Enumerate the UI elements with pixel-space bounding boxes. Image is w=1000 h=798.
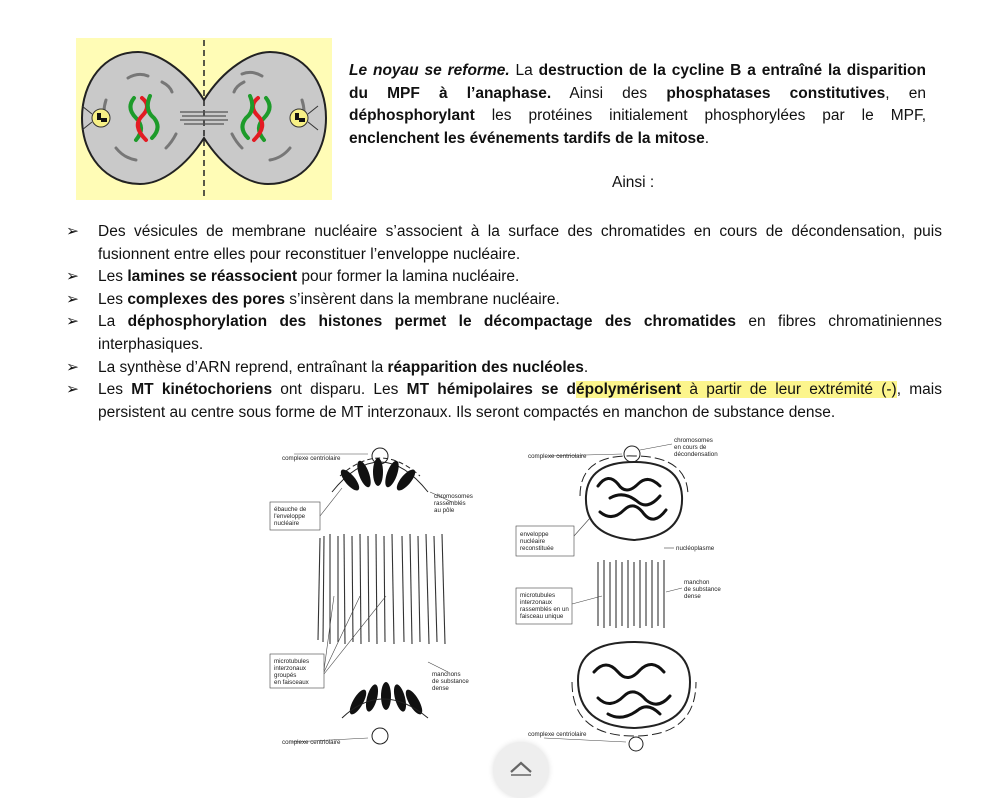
label-complexe-centriolaire-bottom: complexe centriolaire (282, 739, 341, 746)
item-text: , mais persistent au centre sous forme de MT interzonaux. Ils seront compactés en manchon de substance dense. (98, 381, 942, 421)
list-item (66, 266, 942, 289)
arrowhead-bullet-icon: ➢ (66, 313, 79, 331)
intro-bold: déphosphorylant (349, 107, 475, 124)
intro-bold: destruction de la cycline B a entraîné la disparition du MPF à l’anaphase. (349, 62, 926, 102)
label-microtubules-line-1: microtubules (520, 592, 556, 599)
list-item-text (98, 221, 942, 266)
arrowhead-bullet-icon: ➢ (66, 268, 79, 286)
intro-text: La (509, 62, 539, 79)
list-item-text (98, 311, 942, 356)
label-microtubules-line-3: groupés (274, 672, 297, 679)
label-envelope-line-2: nucléaire (520, 538, 546, 545)
label-chromosomes-line-2: rassemblés (434, 500, 466, 507)
item-text: Les (98, 290, 128, 308)
list-item (66, 311, 942, 356)
scroll-to-top-button[interactable] (493, 742, 549, 798)
right-telophase-diagram (514, 436, 734, 754)
label-microtubules-line-2: interzonaux (520, 599, 552, 606)
label-sleeves-line-3: dense (432, 685, 449, 692)
label-chromosomes-line-1: chromosomes (434, 493, 473, 500)
list-item (66, 379, 942, 424)
label-complexe-centriolaire: complexe centriolaire (528, 453, 587, 460)
left-telophase-diagram (268, 436, 488, 754)
label-microtubules-line-4: faisceau unique (520, 613, 564, 620)
item-text: Les (98, 381, 132, 399)
intro-paragraph (349, 60, 926, 150)
item-bold: réapparition des nucléoles (387, 358, 584, 376)
item-bold-highlight: épolymérisent (576, 381, 682, 399)
item-text: ont disparu. Les (272, 381, 407, 399)
intro-bold: enclenchent les événements tardifs de la mitose (349, 129, 705, 147)
item-text: en fibres chromatiniennes interphasiques. (98, 313, 942, 353)
list-item (66, 289, 942, 312)
item-bold: MT hémipolaires se d (406, 381, 577, 399)
label-sleeve-line-2: de substance (684, 586, 721, 593)
chevron-up-icon (509, 760, 533, 776)
item-bold: MT kinétochoriens (131, 381, 273, 399)
item-text: Des vésicules de membrane nucléaire s’associent à la surface des chromatides en cours de décondensation, puis fusionnent entre elles pour reconstituer l’enveloppe nucléaire. (98, 223, 942, 263)
arrowhead-bullet-icon: ➢ (66, 358, 79, 376)
label-microtubules-line-4: en faisceaux (274, 679, 309, 686)
label-sleeve-line-1: manchon (684, 579, 710, 586)
label-chromosomes-line-2: en cours de (674, 444, 707, 451)
list-item-text (98, 289, 942, 312)
intro-bold: phosphatases constitutives (666, 84, 886, 102)
label-nucleoplasme: nucléoplasme (676, 545, 715, 552)
list-item (66, 221, 942, 266)
label-microtubules-line-1: microtubules (274, 658, 310, 665)
intro-text: , en (885, 84, 926, 102)
arrowhead-bullet-icon: ➢ (66, 223, 79, 240)
label-envelope-line-2: l'enveloppe (274, 513, 306, 520)
label-microtubules-line-2: interzonaux (274, 665, 306, 672)
label-chromosomes-line-3: au pôle (434, 507, 455, 514)
telophase-cell-figure (76, 38, 332, 200)
list-item-text (98, 266, 942, 289)
item-text: . (583, 358, 589, 376)
label-envelope-line-1: ébauche de (274, 506, 307, 513)
item-text: La (98, 313, 128, 331)
label-chromosomes-line-3: décondensation (674, 451, 718, 458)
item-text: Les (98, 268, 128, 286)
arrowhead-bullet-icon: ➢ (66, 290, 79, 308)
item-bold: lamines se réassocient (127, 268, 298, 286)
item-bold: déphosphorylation des histones permet le décompactage des chromatides (127, 313, 737, 331)
label-complexe-centriolaire: complexe centriolaire (282, 455, 341, 462)
item-text: La synthèse d’ARN reprend, entraînant la (98, 358, 388, 376)
list-item-text (98, 379, 942, 424)
label-sleeve-line-3: dense (684, 593, 701, 600)
label-complexe-centriolaire-bottom: complexe centriolaire (528, 731, 587, 738)
list-item-text (98, 357, 942, 380)
intro-text: . (704, 129, 710, 147)
arrowhead-bullet-icon: ➢ (66, 381, 79, 399)
label-envelope-line-3: nucléaire (274, 520, 300, 527)
item-bold: complexes des pores (127, 290, 285, 308)
ainsi-label: Ainsi : (612, 174, 655, 191)
label-envelope-line-3: reconstituée (520, 545, 554, 552)
intro-text: les protéines initialement phosphorylées par le MPF, (474, 107, 926, 124)
label-chromosomes-line-1: chromosomes (674, 437, 713, 444)
item-highlight: à partir de leur extrémité (-) (681, 381, 897, 399)
intro-text: Ainsi des (551, 84, 667, 102)
label-microtubules-line-3: rassemblés en un (520, 606, 569, 613)
bullet-list (66, 221, 942, 424)
label-sleeves-line-1: manchons (432, 671, 461, 678)
list-item (66, 357, 942, 380)
label-envelope-line-1: enveloppe (520, 531, 549, 538)
item-text: s’insèrent dans la membrane nucléaire. (284, 290, 560, 308)
intro-heading: Le noyau se reforme. (349, 62, 510, 79)
item-text: pour former la lamina nucléaire. (297, 268, 520, 286)
label-sleeves-line-2: de substance (432, 678, 469, 685)
